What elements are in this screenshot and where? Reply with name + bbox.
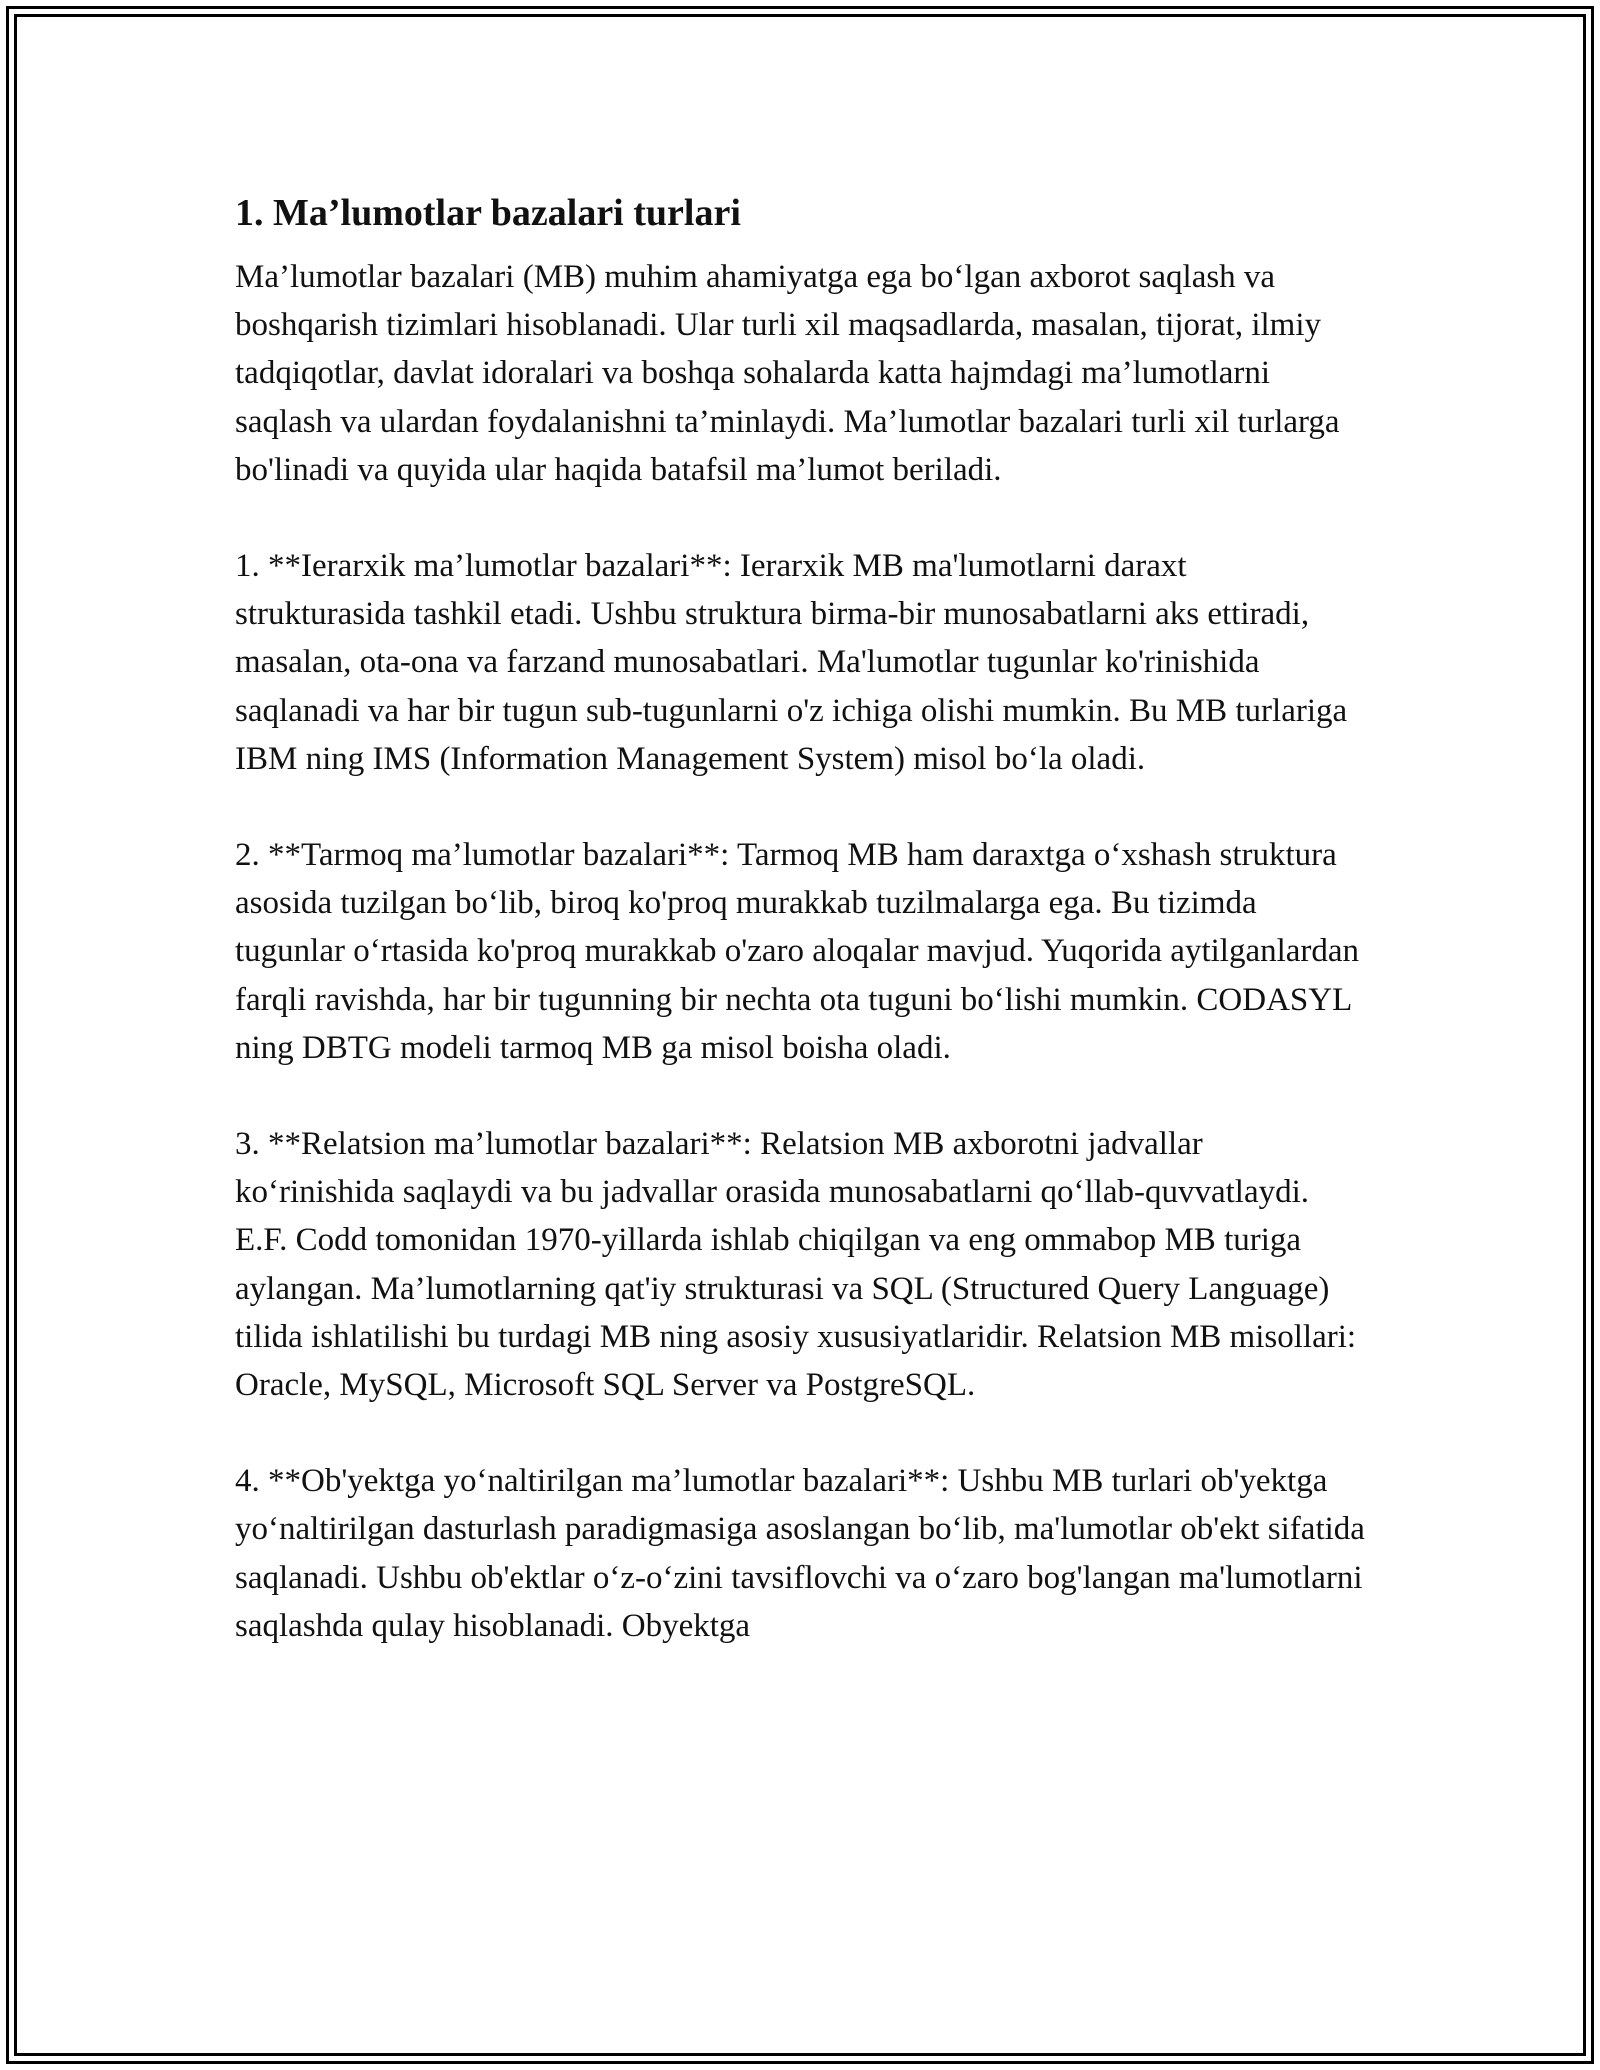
document-body bbox=[235, 185, 1365, 1698]
paragraph-network: 2. **Tarmoq ma’lumotlar bazalari**: Tarmoq MB ham daraxtga o‘xshash struktura asosida tuzilgan bo‘lib, biroq ko'proq murakkab tuzilmalarga ega. Bu tizimda tugunlar o‘rtasida ko'proq murakkab o'zaro aloqalar mavjud. Yuqorida aytilganlardan farqli ravishda, har bir tugunning bir nechta ota tuguni bo‘lishi mumkin. CODASYL ning DBTG modeli tarmoq MB ga misol boisha oladi. bbox=[235, 837, 1360, 1066]
document-title: 1. Ma’lumotlar bazalari turlari bbox=[235, 192, 741, 234]
paragraph-intro: Ma’lumotlar bazalari (MB) muhim ahamiyatga ega bo‘lgan axborot saqlash va boshqarish tizimlari hisoblanadi. Ular turli xil maqsadlarda, masalan, tijorat, ilmiy tadqiqotlar, davlat idoralari va boshqa sohalarda katta hajmdagi ma’lumotlarni saqlash va ulardan foydalanishni ta’minlaydi. Ma’lumotlar bazalari turli xil turlarga bo'linadi va quyida ular haqida batafsil ma’lumot beriladi. bbox=[235, 259, 1340, 488]
paragraph-relational: 3. **Relatsion ma’lumotlar bazalari**: Relatsion MB axborotni jadvallar ko‘rinishida saqlaydi va bu jadvallar orasida munosabatlarni qo‘llab-quvvatlaydi. E.F. Codd tomonidan 1970-yillarda ishlab chiqilgan va eng ommabop MB turiga aylangan. Ma’lumotlarning qat'iy strukturasi va SQL (Structured Query Language) tilida ishlatilishi bu turdagi MB ning asosiy xususiyatlaridir. Relatsion MB misollari: Oracle, MySQL, Microsoft SQL Server va PostgreSQL. bbox=[235, 1126, 1357, 1404]
paragraph-object-oriented: 4. **Ob'yektga yo‘naltirilgan ma’lumotlar bazalari**: Ushbu MB turlari ob'yektga yo‘naltirilgan dasturlash paradigmasiga asoslangan bo‘lib, ma'lumotlar ob'ekt sifatida saqlanadi. Ushbu ob'ektlar o‘z-o‘zini tavsiflovchi va o‘zaro bog'langan ma'lumotlarni saqlashda qulay hisoblanadi. Obyektga bbox=[235, 1463, 1365, 1644]
paragraph-hierarchical: 1. **Ierarxik ma’lumotlar bazalari**: Ierarxik MB ma'lumotlarni daraxt strukturasida tashkil etadi. Ushbu struktura birma-bir munosabatlarni aks ettiradi, masalan, ota-ona va farzand munosabatlari. Ma'lumotlar tugunlar ko'rinishida saqlanadi va har bir tugun sub-tugunlarni o'z ichiga olishi mumkin. Bu MB turlariga IBM ning IMS (Information Management System) misol bo‘la oladi. bbox=[235, 548, 1348, 777]
